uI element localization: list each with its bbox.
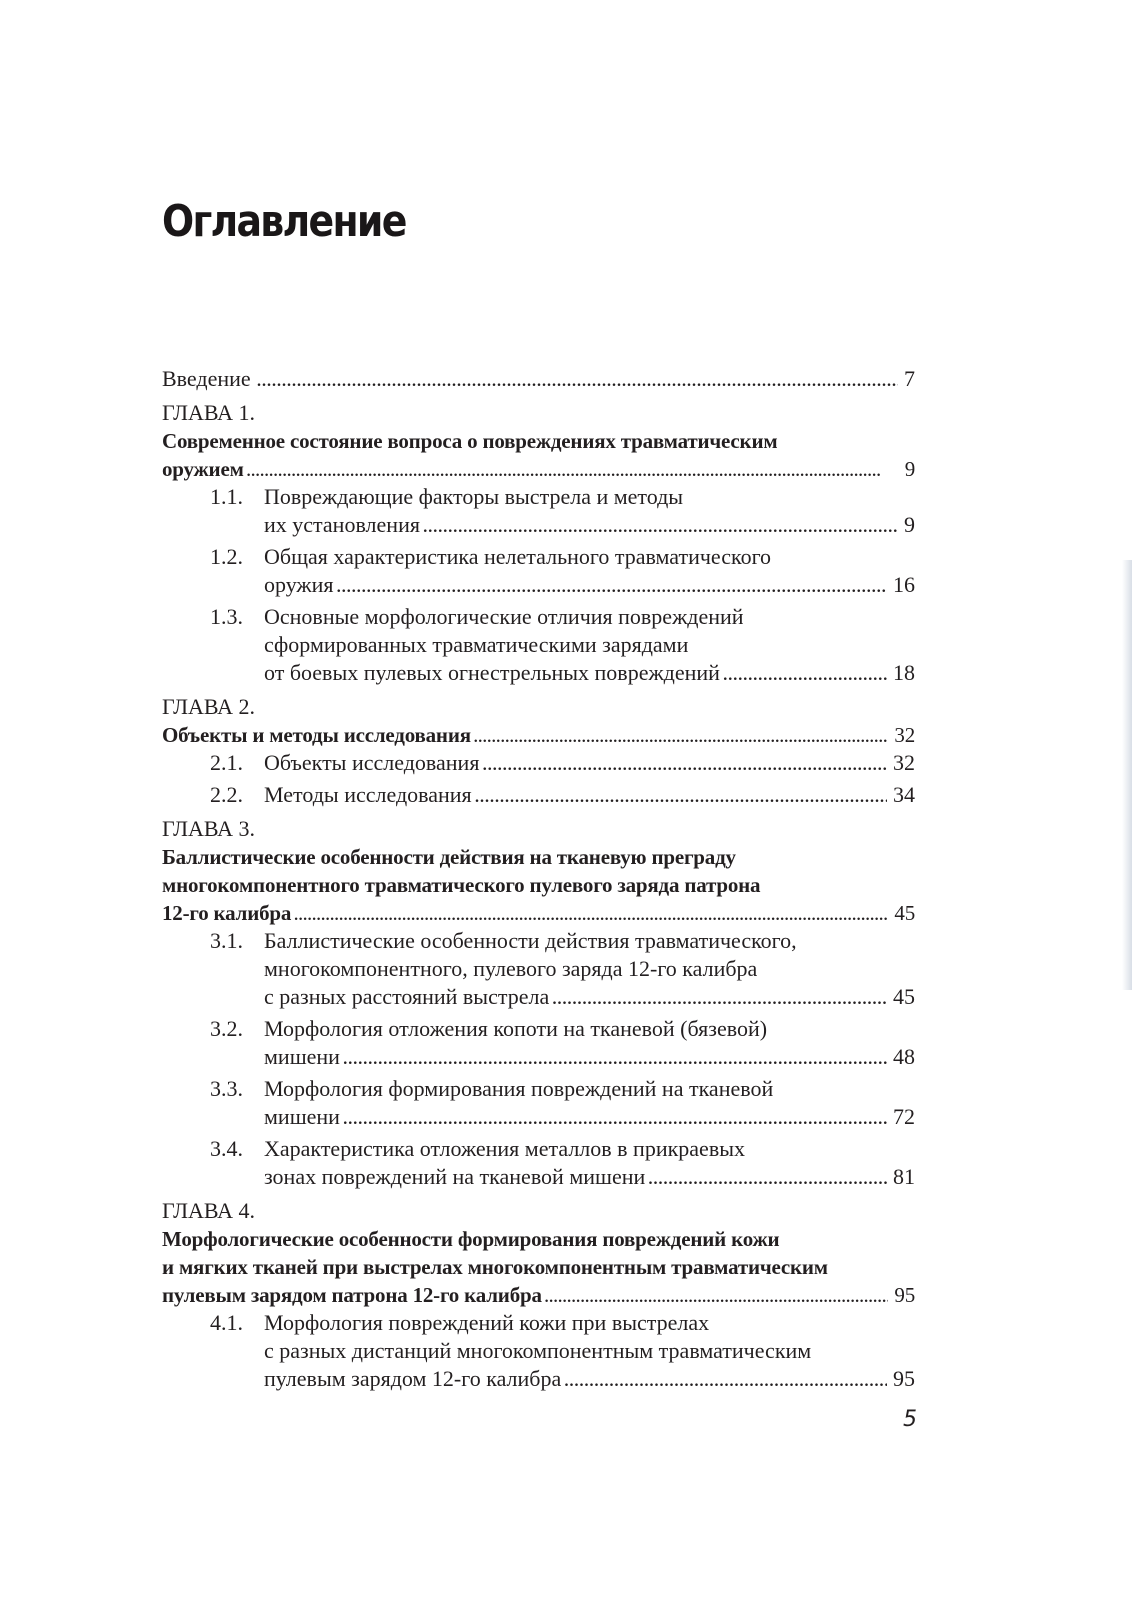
toc-chapter-2 (162, 693, 915, 809)
chapter-label: ГЛАВА 2. (162, 694, 256, 719)
chapter-title-line[interactable] (162, 1281, 915, 1309)
section-number: 2.2. (210, 782, 243, 807)
toc-chapter-1 (162, 399, 915, 687)
toc-page-number: 18 (887, 659, 915, 687)
chapter-label: ГЛАВА 3. (162, 816, 256, 841)
section-line (162, 983, 915, 1011)
chapter-title-text: и мягких тканей при выстрелах многокомпонентным травматическим (162, 1255, 828, 1279)
section-text: Общая характеристика нелетального травматического (264, 544, 772, 569)
toc-section-4-1[interactable] (162, 1309, 915, 1393)
section-number: 4.1. (210, 1310, 243, 1335)
section-number: 3.1. (210, 928, 243, 953)
toc-page-number: 45 (887, 983, 915, 1011)
section-line (162, 1309, 915, 1337)
toc-section-2-2[interactable] (162, 781, 915, 809)
page-edge-shadow (1122, 560, 1132, 990)
chapter-label: ГЛАВА 1. (162, 400, 256, 425)
chapter-title-text: Морфологические особенности формирования повреждений кожи (162, 1227, 780, 1251)
section-line (162, 483, 915, 511)
section-text: с разных расстояний выстрела (264, 984, 550, 1009)
section-number: 1.3. (210, 604, 243, 629)
toc-section-2-1[interactable] (162, 749, 915, 777)
section-text: оружия (264, 572, 334, 597)
section-line (162, 1135, 915, 1163)
chapter-title-text: многокомпонентного травматического пулевого заряда патрона (162, 873, 761, 897)
chapter-title-text: Современное состояние вопроса о повреждениях травматическим (162, 429, 778, 453)
section-number: 2.1. (210, 750, 243, 775)
section-line (162, 659, 915, 687)
section-line (162, 955, 915, 983)
section-line (162, 631, 915, 659)
section-number: 3.3. (210, 1076, 243, 1101)
section-number: 1.1. (210, 484, 243, 509)
section-text: мишени (264, 1044, 340, 1069)
section-line (162, 1043, 915, 1071)
section-text: от боевых пулевых огнестрельных повреждений (264, 660, 720, 685)
chapter-title-line[interactable] (162, 455, 915, 483)
section-line (162, 511, 915, 539)
toc-page-number: 95 (888, 1281, 915, 1309)
chapter-title-text: Объекты и методы исследования (162, 723, 471, 747)
section-line (162, 781, 915, 809)
toc-page-number: 9 (898, 511, 915, 539)
toc-chapter-4 (162, 1197, 915, 1393)
section-line (162, 927, 915, 955)
toc-page-number: 34 (887, 781, 915, 809)
chapter-title-line (162, 843, 915, 871)
toc-chapter-3 (162, 815, 915, 1191)
section-line (162, 571, 915, 599)
section-text: Объекты исследования (264, 750, 480, 775)
toc-page-number: 72 (887, 1103, 915, 1131)
toc-section-3-3[interactable] (162, 1075, 915, 1131)
toc-section-3-2[interactable] (162, 1015, 915, 1071)
page-number: 5 (903, 1407, 917, 1432)
section-text: Основные морфологические отличия повреждений (264, 604, 744, 629)
section-text: Характеристика отложения металлов в прикраевых (264, 1136, 745, 1161)
section-line (162, 1075, 915, 1103)
section-line (162, 1163, 915, 1191)
section-line (162, 543, 915, 571)
toc-page-number: 32 (887, 749, 915, 777)
toc-section-1-2[interactable] (162, 543, 915, 599)
chapter-title-text: оружием (162, 457, 244, 481)
toc-page-number: 95 (887, 1365, 915, 1393)
toc-page-number: 9 (899, 455, 915, 483)
toc-page-number: 48 (887, 1043, 915, 1071)
chapter-title-line (162, 1253, 915, 1281)
section-line (162, 749, 915, 777)
section-text: Морфология отложения копоти на тканевой (бязевой) (264, 1016, 768, 1041)
section-text: зонах повреждений на тканевой мишени (264, 1164, 646, 1189)
section-text: Морфология формирования повреждений на тканевой (264, 1076, 774, 1101)
section-text: их установления (264, 512, 420, 537)
section-text: Повреждающие факторы выстрела и методы (264, 484, 684, 509)
section-text: с разных дистанций многокомпонентным травматическим (264, 1338, 812, 1363)
chapter-title-line (162, 1225, 915, 1253)
section-text: пулевым зарядом 12-го калибра (264, 1366, 562, 1391)
toc-section-1-3[interactable] (162, 603, 915, 687)
section-number: 3.2. (210, 1016, 243, 1041)
chapter-title-line (162, 871, 915, 899)
toc-page-number: 16 (887, 571, 915, 599)
section-line (162, 1015, 915, 1043)
toc-entry-intro[interactable] (162, 365, 915, 393)
section-text: сформированных травматическими зарядами (264, 632, 689, 657)
chapter-title-text: 12-го калибра (162, 901, 292, 925)
chapter-title-text: пулевым зарядом патрона 12-го калибра (162, 1283, 542, 1307)
section-text: Баллистические особенности действия травматического, (264, 928, 797, 953)
toc-page-number: 32 (888, 721, 915, 749)
section-line (162, 1103, 915, 1131)
chapter-title-text: Баллистические особенности действия на тканевую преграду (162, 845, 736, 869)
section-text: Методы исследования (264, 782, 472, 807)
toc-page-number: 45 (888, 899, 915, 927)
toc-page-number: 81 (887, 1163, 915, 1191)
toc-section-3-4[interactable] (162, 1135, 915, 1191)
toc-section-1-1[interactable] (162, 483, 915, 539)
page-title: Оглавление (162, 196, 406, 247)
table-of-contents (162, 365, 915, 1397)
section-text: Морфология повреждений кожи при выстрелах (264, 1310, 710, 1335)
toc-section-3-1[interactable] (162, 927, 915, 1011)
toc-entry-text: Введение (162, 366, 251, 391)
section-number: 1.2. (210, 544, 243, 569)
section-text: многокомпонентного, пулевого заряда 12-го калибра (264, 956, 758, 981)
chapter-title-line (162, 427, 915, 455)
toc-page-number: 7 (898, 365, 915, 393)
chapter-title-line[interactable] (162, 721, 915, 749)
section-line (162, 603, 915, 631)
section-line (162, 1365, 915, 1393)
section-text: мишени (264, 1104, 340, 1129)
section-number: 3.4. (210, 1136, 243, 1161)
section-line (162, 1337, 915, 1365)
chapter-title-line[interactable] (162, 899, 915, 927)
chapter-label: ГЛАВА 4. (162, 1198, 256, 1223)
